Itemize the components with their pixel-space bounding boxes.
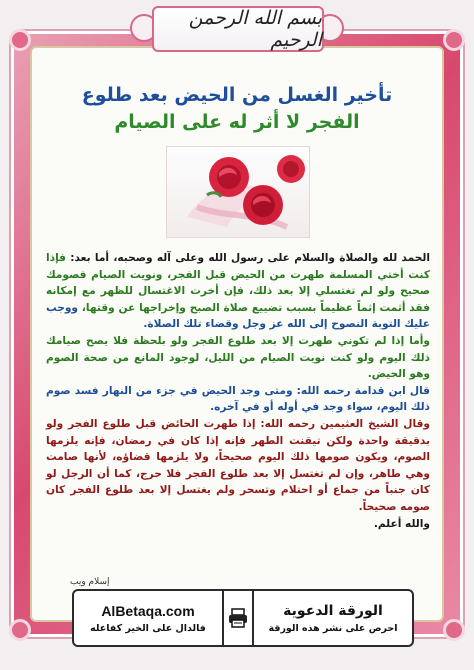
footer-card [72, 589, 414, 647]
footer-site-block [74, 591, 224, 645]
bismillah-text: بسم الله الرحمن الرحيم [188, 7, 322, 51]
source-label: إسلام ويب [70, 577, 110, 587]
frame-corner-ornament [443, 619, 465, 641]
footer-card-subtitle: احرص على نشر هذه الورقة [268, 622, 398, 634]
page-title-line-1: تأخير الغسل من الحيض بعد طلوع [81, 84, 393, 106]
paragraph-after-fajr: وأما إذا لم تكوني طهرت إلا بعد طلوع الفجر ولو بلحظة فلا يصح صيامك ذلك اليوم ولو كنت نويت الصيام من الليل، لوجود المانع من صحة الصوم وهو الحيض. [46, 334, 430, 381]
paragraph-closing: والله أعلم. [373, 517, 430, 530]
paragraph-repentance: ووجب عليك التوبة النصوح إلى الله عز وجل وقضاء تلك الصلاة. [46, 301, 430, 331]
frame-corner-ornament [9, 619, 31, 641]
printer-icon [224, 591, 254, 645]
page-title-line-2: الفجر لا أثر له على الصيام [114, 111, 360, 133]
paragraph-uthaymin: وقال الشيخ العثيمين رحمه الله: إذا طهرت الحائض قبل طلوع الفجر ولو بدقيقة واحدة ولكن تيقنت الطهر فإنه إذا كان في رمضان، فإنه يلزمها الصوم، ويكون صومها ذلك اليوم صحيحاً، ولا يلزمها قضاؤه، لأنها صامت وهي طاهر، وإن لم تغتسل إلا بعد طلوع الفجر فلا حرج، كما أن الرجل لو كان جنباً من جماع أو احتلام وتسحر ولم يغتسل إلا بعد طلوع الفجر كان صومه صحيحاً. [46, 417, 430, 513]
site-link[interactable]: AlBetaqa.com [101, 602, 195, 619]
paragraph-ruling: فإذا كنت أختي المسلمة طهرت من الحيض قبل الفجر، ونويت الصيام فصومك صحيح ولو لم تغتسلي إلا بعد ذلك، فإن أخرت الاغتسال للظهر مع إمكانه فقد أثمت إثماً عظيماً بسبب تضييع صلاة الصبح وإخراجها عن وقتها، [46, 252, 430, 314]
footer-motto: فالدال على الخير كفاعله [90, 622, 206, 634]
frame-corner-ornament [443, 29, 465, 51]
bismillah-banner [152, 6, 324, 52]
article-body [46, 250, 430, 532]
paragraph-intro: الحمد لله والصلاة والسلام على رسول الله وعلى آله وصحبه، أما بعد: [65, 252, 430, 264]
frame-corner-ornament [9, 29, 31, 51]
footer-card-title: الورقة الدعوية [283, 602, 383, 619]
footer-card-block [254, 591, 412, 645]
paragraph-ibn-qudamah: قال ابن قدامة رحمه الله: ومتى وجد الحيض في جزء من النهار فسد صوم ذلك اليوم، سواء وجد في أوله أو في آخره. [46, 384, 430, 414]
roses-image [166, 146, 310, 238]
